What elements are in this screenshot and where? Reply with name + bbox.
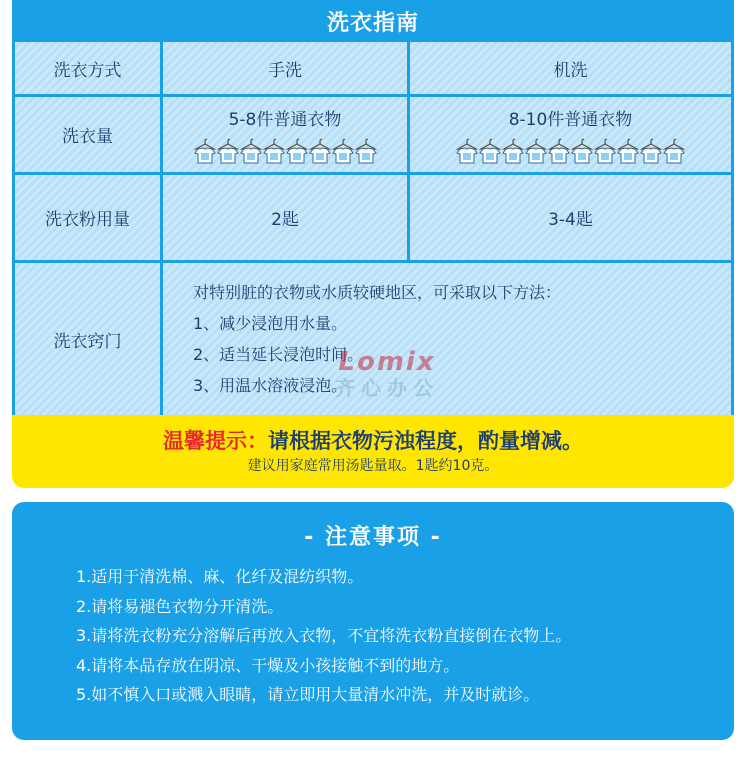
note-item: 2.请将易褪色衣物分开清洗。 bbox=[76, 596, 284, 616]
shirt-icon bbox=[217, 138, 239, 164]
table-row-powder bbox=[15, 175, 731, 263]
notes-list bbox=[76, 562, 716, 710]
reminder-banner bbox=[12, 415, 734, 488]
shirt-icon bbox=[309, 138, 331, 164]
note-item: 3.请将洗衣粉充分溶解后再放入衣物，不宜将洗衣粉直接倒在衣物上。 bbox=[76, 626, 572, 645]
watermark-logo: Lomix bbox=[338, 347, 436, 377]
hand-amount-cell bbox=[163, 97, 410, 172]
shirt-icon bbox=[194, 138, 216, 164]
tips-intro: 对特别脏的衣物或水质较硬地区，可采取以下方法： bbox=[193, 283, 562, 302]
table-row-method bbox=[15, 42, 731, 97]
machine-shirt-icons bbox=[456, 138, 685, 164]
shirt-icon bbox=[571, 138, 593, 164]
machine-wash-header: 机洗 bbox=[553, 60, 588, 81]
tips-label: 洗衣窍门 bbox=[15, 263, 163, 415]
hand-amount: 5-8件普通衣物 bbox=[228, 110, 342, 130]
shirt-icon bbox=[456, 138, 478, 164]
shirt-icon bbox=[548, 138, 570, 164]
tip-item: 1、减少浸泡用水量。 bbox=[193, 314, 348, 333]
table-row-amount bbox=[15, 97, 731, 175]
shirt-icon bbox=[502, 138, 524, 164]
machine-powder: 3-4匙 bbox=[548, 210, 593, 230]
shirt-icon bbox=[617, 138, 639, 164]
shirt-icon bbox=[263, 138, 285, 164]
amount-label: 洗衣量 bbox=[15, 97, 163, 172]
tips-list bbox=[163, 277, 731, 401]
method-label: 洗衣方式 bbox=[15, 42, 163, 94]
shirt-icon bbox=[663, 138, 685, 164]
washing-guide bbox=[12, 0, 734, 488]
machine-amount-cell bbox=[410, 97, 731, 172]
hand-shirt-icons bbox=[194, 138, 377, 164]
guide-title: 洗衣指南 bbox=[12, 0, 734, 42]
notes-title: - 注意事项 - bbox=[304, 525, 442, 550]
guide-table bbox=[12, 42, 734, 415]
shirt-icon bbox=[240, 138, 262, 164]
shirt-icon bbox=[525, 138, 547, 164]
table-row-tips bbox=[15, 263, 731, 415]
hand-wash-header: 手洗 bbox=[163, 42, 410, 94]
hand-powder: 2匙 bbox=[163, 175, 410, 260]
note-item: 5.如不慎入口或溅入眼睛，请立即用大量清水冲洗，并及时就诊。 bbox=[76, 685, 540, 704]
shirt-icon bbox=[640, 138, 662, 164]
reminder-text: 请根据衣物污浊程度，酌量增减。 bbox=[268, 428, 583, 453]
reminder-note: 建议用家庭常用汤匙量取。1匙约10克。 bbox=[247, 457, 499, 474]
reminder-label: 温馨提示： bbox=[163, 428, 268, 453]
tip-item: 2、适当延长浸泡时间。 bbox=[193, 345, 364, 364]
shirt-icon bbox=[286, 138, 308, 164]
shirt-icon bbox=[332, 138, 354, 164]
notes-panel bbox=[12, 502, 734, 740]
note-item: 4.请将本品存放在阴凉、干燥及小孩接触不到的地方。 bbox=[76, 655, 460, 675]
shirt-icon bbox=[479, 138, 501, 164]
watermark-subtitle: 齐心办公 bbox=[335, 376, 439, 400]
tips-cell bbox=[163, 263, 731, 415]
note-item: 1.适用于清洗棉、麻、化纤及混纺织物。 bbox=[76, 567, 364, 586]
machine-amount: 8-10件普通衣物 bbox=[508, 110, 633, 130]
reminder-main bbox=[163, 427, 583, 455]
shirt-icon bbox=[594, 138, 616, 164]
shirt-icon bbox=[355, 138, 377, 164]
tip-item: 3、用温水溶液浸泡。 bbox=[193, 376, 348, 395]
powder-label: 洗衣粉用量 bbox=[15, 175, 163, 260]
